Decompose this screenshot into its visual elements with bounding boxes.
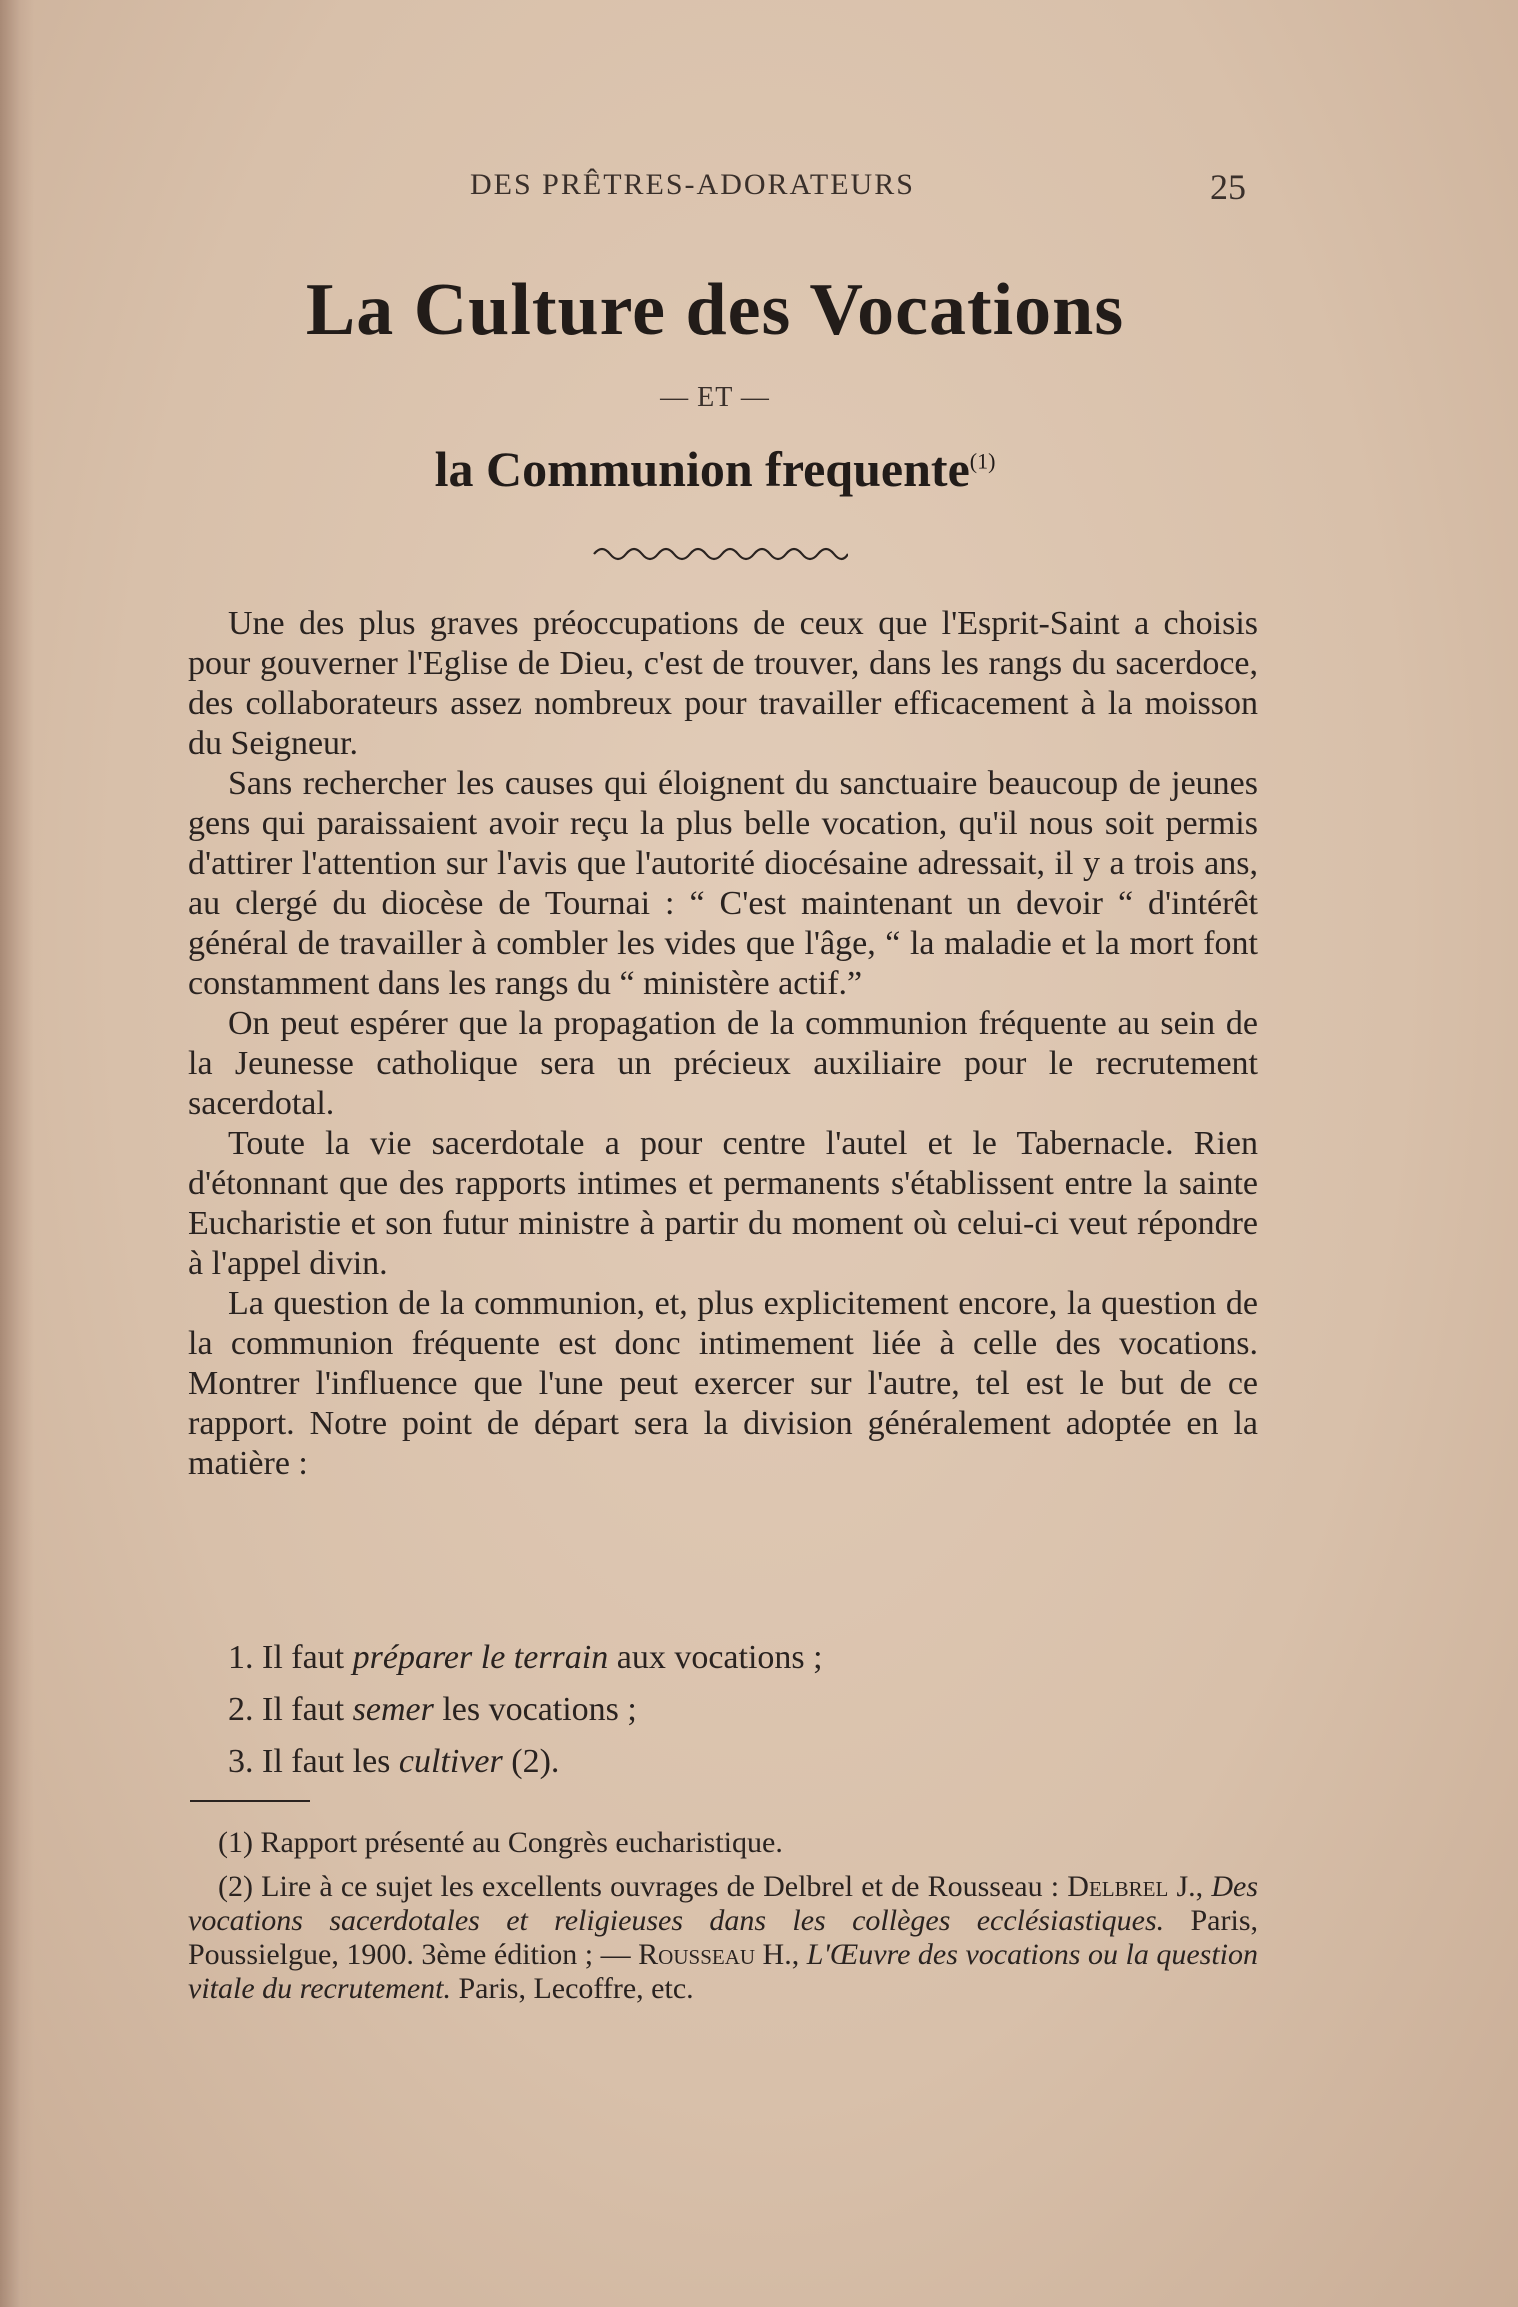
paragraph: On peut espérer que la propagation de la communion fréquente au sein de la Jeunesse catholique sera un précieux auxiliaire pour le recrutement sacerdotal. [188, 1005, 1258, 1122]
numbered-list [228, 1632, 823, 1788]
paragraph: Toute la vie sacerdotale a pour centre l'autel et le Tabernacle. Rien d'étonnant que des rapports intimes et permanents s'établissent entre la sainte Eucharistie et son futur ministre à partir du moment où celui-ci veut répondre à l'appel divin. [188, 1125, 1258, 1282]
footnote-text: (2) Lire à ce sujet les excellents ouvrages de Delbrel et de Rousseau : [218, 1870, 1060, 1903]
chapter-subtitle [0, 440, 1430, 498]
footnote-marker: (1) [969, 448, 996, 474]
list-text: les vocations ; [442, 1691, 637, 1728]
page-number: 25 [1210, 167, 1246, 207]
list-number: 2. [228, 1691, 254, 1728]
list-emphasis: cultiver [398, 1743, 503, 1780]
paragraph: La question de la communion, et, plus explicitement encore, la question de la communion fréquente est donc intimement liée à celle des vocations. Montrer l'influence que l'une peut exercer sur l'autre, tel est le but de ce rapport. Notre point de départ sera la division généralement adoptée en la matière : [188, 1285, 1258, 1482]
footnote-author: Delbrel J., [1067, 1870, 1204, 1903]
list-text: aux vocations ; [616, 1639, 823, 1676]
footnote-2 [188, 1870, 1258, 2006]
list-text: (2). [511, 1743, 560, 1780]
footnote-text: Paris, Poussielgue, 1900. 3ème édition ; — [188, 1904, 1258, 1971]
decorative-wave-ornament [592, 540, 848, 562]
list-item [228, 1736, 823, 1788]
list-emphasis: préparer le terrain [352, 1639, 609, 1676]
footnote-work-title: Des vocations sacerdotales et religieuses dans les collèges ecclésiastiques. [188, 1870, 1258, 1937]
list-text: Il faut [262, 1639, 345, 1676]
chapter-title: La Culture des Vocations [305, 269, 1125, 351]
body-text [188, 604, 1258, 1484]
list-text: Il faut les [262, 1743, 391, 1780]
footnote-1: (1) Rapport présenté au Congrès eucharistique. [218, 1826, 783, 1859]
paragraph: Une des plus graves préoccupations de ceux que l'Esprit-Saint a choisis pour gouverner l'Eglise de Dieu, c'est de trouver, dans les rangs du sacerdoce, des collaborateurs assez nombreux pour travailler efficacement à la moisson du Seigneur. [188, 605, 1258, 762]
list-text: Il faut [262, 1691, 345, 1728]
footnote-work-title: L'Œuvre des vocations ou la question vitale du recrutement. [188, 1938, 1259, 2005]
subtitle-text: la Communion frequente [434, 441, 970, 497]
title-connector: — ET — [660, 382, 770, 413]
footnote-divider [190, 1800, 310, 1802]
footnotes [188, 1826, 1258, 2016]
footnote-text: Paris, Lecoffre, etc. [458, 1972, 694, 2005]
list-emphasis: semer [352, 1691, 434, 1728]
running-head: DES PRÊTRES-ADORATEURS [470, 168, 915, 201]
list-number: 3. [228, 1743, 254, 1780]
paragraph: Sans rechercher les causes qui éloignent du sanctuaire beaucoup de jeunes gens qui paraissaient avoir reçu la plus belle vocation, qu'il nous soit permis d'attirer l'attention sur l'avis que l'autorité diocésaine adressait, il y a trois ans, au clergé du diocèse de Tournai : “ C'est maintenant un devoir “ d'intérêt général de travailler à combler les vides que l'âge, “ la maladie et la mort font constamment dans les rangs du “ ministère actif.” [188, 765, 1258, 1002]
list-item [228, 1684, 823, 1736]
footnote-author: Rousseau H., [638, 1938, 800, 1971]
list-number: 1. [228, 1639, 254, 1676]
list-item [228, 1632, 823, 1684]
